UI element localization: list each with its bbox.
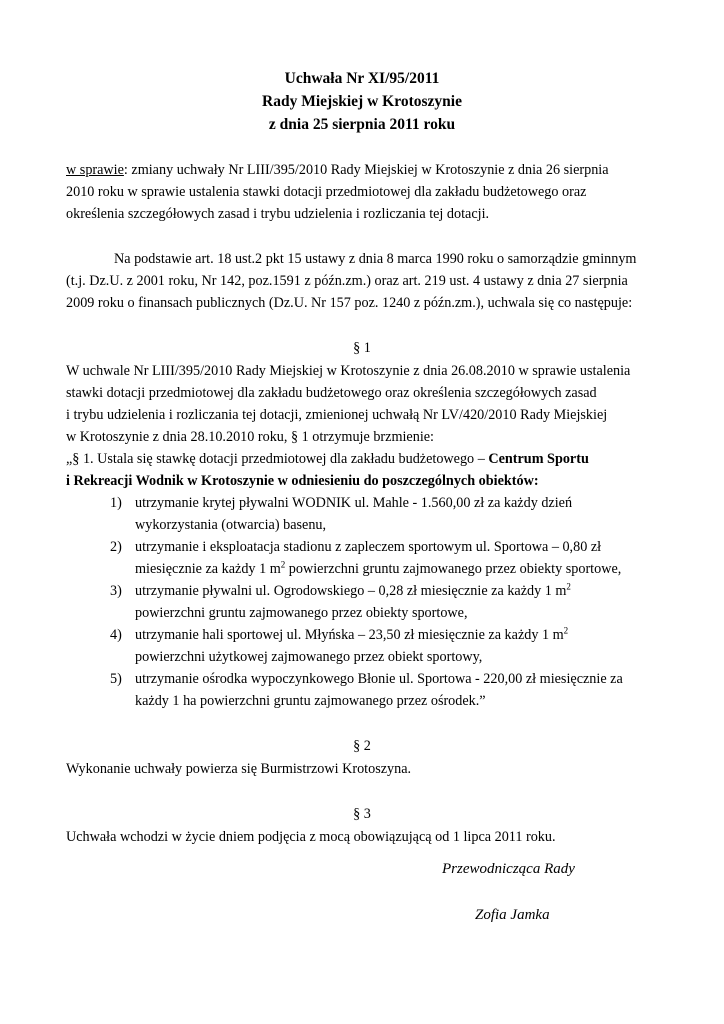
- list-item: utrzymanie pływalni ul. Ogrodowskiego – 0,28 zł miesięcznie za każdy 1 $m^2$: [135, 581, 571, 599]
- preamble-line-1: Na podstawie art. 18 ust.2 pkt 15 ustawy z dnia 8 marca 1990 roku o samorządzie gminnym: [114, 251, 637, 267]
- list-item: utrzymanie krytej pływalni WODNIK ul. Mahle - 1.560,00 zł za każdy dzień: [135, 495, 573, 511]
- list-item: utrzymanie i eksploatacja stadionu z zapleczem sportowym ul. Sportowa – 0,80 zł: [135, 539, 602, 555]
- list-item-number: 1): [110, 495, 122, 511]
- signature-role: Przewodnicząca Rady: [442, 861, 575, 877]
- list-item-number: 5): [110, 671, 122, 687]
- council-name: Rady Miejskiej w Krotoszynie: [262, 93, 462, 110]
- list-item-number: 4): [110, 627, 122, 643]
- section-1-line-2: stawki dotacji przedmiotowej dla zakładu budżetowego oraz określenia szczegółowych zasad: [66, 385, 597, 401]
- section-2-heading: § 2: [353, 738, 371, 754]
- section-1-line-3: i trybu udzielenia i rozliczania tej dotacji, zmienionej uchwałą Nr LV/420/2010 Rady Miejskiej: [66, 407, 608, 423]
- section-1-heading: § 1: [353, 340, 371, 356]
- list-item-continuation: miesięcznie za każdy 1 $m^2$ powierzchni gruntu zajmowanego przez obiekty sportowe,: [135, 559, 622, 577]
- subject-line-2: 2010 roku w sprawie ustalenia stawki dotacji przedmiotowej dla zakładu budżetowego oraz: [66, 184, 587, 200]
- section-2-text: Wykonanie uchwały powierza się Burmistrzowi Krotoszyna.: [66, 761, 412, 777]
- subject-label: w sprawie: [66, 162, 124, 178]
- list-item: utrzymanie hali sportowej ul. Młyńska – 23,50 zł miesięcznie za każdy 1 $m^2$: [135, 625, 569, 643]
- quote-line-1: „§ 1. Ustala się stawkę dotacji przedmiotowej dla zakładu budżetowego – Centrum Sportu: [66, 451, 589, 467]
- list-item-continuation: powierzchni gruntu zajmowanego przez obiekty sportowe,: [135, 605, 468, 621]
- section-1-line-1: W uchwale Nr LIII/395/2010 Rady Miejskiej w Krotoszynie z dnia 26.08.2010 w sprawie ustalenia: [66, 363, 631, 379]
- signature-name: Zofia Jamka: [475, 907, 550, 923]
- list-item-continuation: każdy 1 ha powierzchni gruntu zajmowanego przez ośrodek.”: [135, 693, 486, 709]
- list-item-continuation: wykorzystania (otwarcia) basenu,: [135, 517, 327, 533]
- resolution-date: z dnia 25 sierpnia 2011 roku: [268, 116, 456, 133]
- section-1-line-4: w Krotoszynie z dnia 28.10.2010 roku, § 1 otrzymuje brzmienie:: [66, 429, 435, 445]
- quote-line-2: i Rekreacji Wodnik w Krotoszynie w odniesieniu do poszczególnych obiektów:: [66, 473, 539, 489]
- section-3-text: Uchwała wchodzi w życie dniem podjęcia z mocą obowiązującą od 1 lipca 2011 roku.: [66, 829, 556, 845]
- institution-name: Centrum Sportu: [488, 451, 589, 467]
- preamble-line-3: 2009 roku o finansach publicznych (Dz.U. Nr 157 poz. 1240 z późn.zm.), uchwala się co następuje:: [66, 295, 633, 311]
- section-3-heading: § 3: [353, 806, 371, 822]
- subject-line-3: określenia szczegółowych zasad i trybu udzielenia i rozliczania tej dotacji.: [66, 206, 490, 222]
- list-item: utrzymanie ośrodka wypoczynkowego Błonie ul. Sportowa - 220,00 zł miesięcznie za: [135, 671, 623, 687]
- list-item-number: 2): [110, 539, 122, 555]
- resolution-number: Uchwała Nr XI/95/2011: [284, 70, 440, 87]
- preamble-line-2: (t.j. Dz.U. z 2001 roku, Nr 142, poz.1591 z późn.zm.) oraz art. 219 ust. 4 ustawy z dnia 27 sierpnia: [66, 273, 628, 289]
- list-item-number: 3): [110, 583, 122, 599]
- list-item-continuation: powierzchni użytkowej zajmowanego przez obiekt sportowy,: [135, 649, 483, 665]
- subject-line-1: w sprawie: zmiany uchwały Nr LIII/395/2010 Rady Miejskiej w Krotoszynie z dnia 26 sierpnia: [66, 162, 609, 178]
